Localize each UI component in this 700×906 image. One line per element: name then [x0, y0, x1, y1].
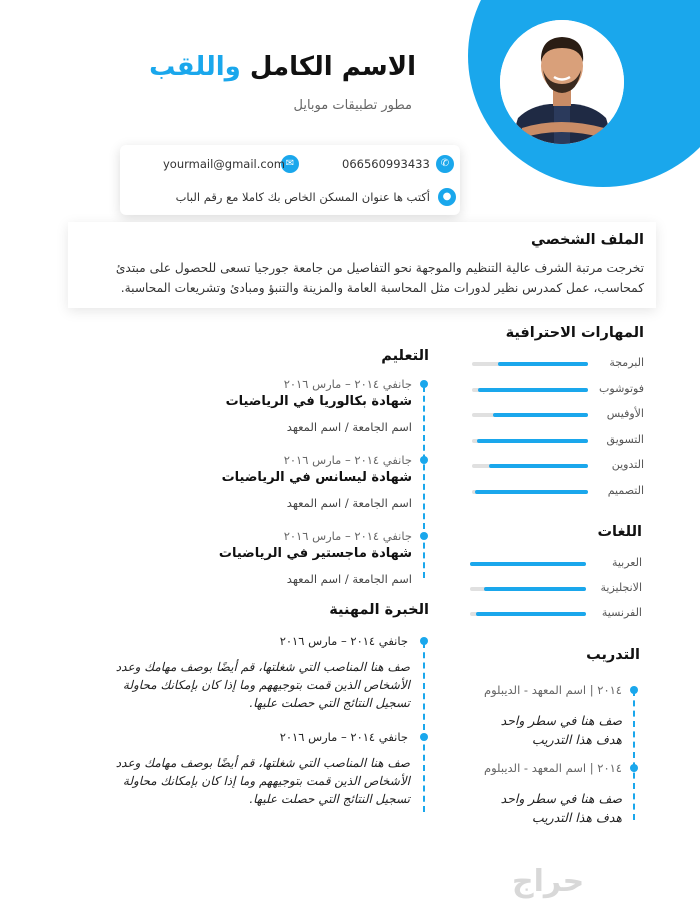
skill-bar-fill — [478, 388, 588, 392]
language-bar-fill — [476, 612, 586, 616]
skills-title: المهارات الاحترافية — [505, 325, 644, 341]
profile-photo — [500, 20, 624, 144]
full-name — [149, 52, 416, 82]
language-bar-fill — [484, 587, 586, 591]
language-label: العربية — [611, 556, 642, 569]
experience-line: تسجيل النتائج التي حصلت عليها. — [249, 696, 410, 710]
experience-date: جانفي ٢٠١٤ – مارس ٢٠١٦ — [279, 730, 408, 744]
experience-line: تسجيل النتائج التي حصلت عليها. — [249, 792, 410, 806]
skill-bar-fill — [489, 464, 588, 468]
skill-label: التسويق — [606, 432, 644, 446]
email-address: yourmail@gmail.com — [163, 157, 285, 171]
training-timeline-line — [633, 690, 635, 820]
language-bar — [470, 587, 586, 591]
experience-line: الأشخاص الذين قمت بتوجيههم وما إذا كان بإمكانك محاولة — [122, 678, 410, 692]
skill-bar — [472, 464, 588, 468]
skill-bar-fill — [475, 490, 588, 494]
education-title: التعليم — [381, 348, 429, 364]
skill-bar-fill — [498, 362, 588, 366]
training-line: هدف هذا التدريب — [531, 810, 622, 825]
timeline-dot — [420, 733, 428, 741]
training-title: التدريب — [586, 647, 640, 663]
skill-bar — [472, 362, 588, 366]
skill-label: البرمجة — [609, 356, 644, 369]
phone-number: 066560993433 — [342, 157, 430, 171]
training-description — [501, 789, 622, 827]
education-timeline-line — [423, 386, 425, 578]
timeline-dot — [420, 456, 428, 464]
timeline-dot — [420, 637, 428, 645]
skill-bar — [472, 413, 588, 417]
languages-title: اللغات — [597, 524, 642, 540]
skill-label: فوتوشوب — [599, 381, 644, 395]
education-date: جانفي ٢٠١٤ – مارس ٢٠١٦ — [283, 529, 412, 543]
timeline-dot — [630, 686, 638, 694]
training-line: صف هنا في سطر واحد — [500, 791, 622, 806]
skill-bar-fill — [493, 413, 588, 417]
training-line: هدف هذا التدريب — [531, 732, 622, 747]
skill-label: التدوين — [611, 458, 644, 471]
experience-title: الخبرة المهنية — [329, 602, 429, 618]
training-description — [501, 711, 622, 749]
skill-bar — [472, 439, 588, 443]
experience-date: جانفي ٢٠١٤ – مارس ٢٠١٦ — [279, 634, 408, 648]
training-date: ٢٠١٤ | اسم المعهد - الديبلوم — [483, 683, 622, 697]
language-bar-fill — [470, 562, 586, 566]
experience-description — [116, 754, 410, 808]
timeline-dot — [630, 764, 638, 772]
skill-bar — [472, 388, 588, 392]
location-pin-icon: ● — [438, 188, 456, 206]
timeline-dot — [420, 532, 428, 540]
phone-icon: ✆ — [436, 155, 454, 173]
timeline-dot — [420, 380, 428, 388]
experience-description — [116, 658, 410, 712]
language-label: الانجليزية — [600, 581, 642, 594]
education-degree: شهادة بكالوريا في الرياضيات — [225, 394, 412, 409]
experience-line: صف هنا المناصب التي شغلتها، قم أيضًا بوصف مهامك وعدد — [115, 756, 410, 770]
training-line: صف هنا في سطر واحد — [500, 713, 622, 728]
profile-section — [68, 222, 656, 308]
name-accent-part: واللقب — [149, 52, 241, 82]
education-degree: شهادة ماجستير في الرياضيات — [218, 546, 412, 561]
language-bar — [470, 612, 586, 616]
email-icon: ✉ — [281, 155, 299, 173]
language-label: الفرنسية — [601, 606, 642, 619]
experience-line: الأشخاص الذين قمت بتوجيههم وما إذا كان بإمكانك محاولة — [122, 774, 410, 788]
job-title: مطور تطبيقات موبايل — [293, 98, 412, 113]
education-degree: شهادة ليسانس في الرياضيات — [221, 470, 412, 485]
education-institution: اسم الجامعة / اسم المعهد — [286, 572, 412, 586]
skill-bar — [472, 490, 588, 494]
skill-bar-fill — [477, 439, 588, 443]
watermark: حراج — [512, 864, 585, 899]
education-date: جانفي ٢٠١٤ – مارس ٢٠١٦ — [283, 377, 412, 391]
language-bar — [470, 562, 586, 566]
training-date: ٢٠١٤ | اسم المعهد - الديبلوم — [483, 761, 622, 775]
experience-timeline-line — [423, 642, 425, 812]
contact-card — [120, 145, 460, 215]
experience-line: صف هنا المناصب التي شغلتها، قم أيضًا بوصف مهامك وعدد — [115, 660, 410, 674]
skill-label: التصميم — [607, 483, 644, 497]
education-date: جانفي ٢٠١٤ – مارس ٢٠١٦ — [283, 453, 412, 467]
education-institution: اسم الجامعة / اسم المعهد — [286, 420, 412, 434]
profile-text: تخرجت مرتبة الشرف عالية التنظيم والموجهة نحو التفاصيل من جامعة جورجيا تسعى للحصول على مبتدئ كمحاسب، عمل كمدرس نظير لدورات مثل المحاسبة العامة والمزينة والتنبؤ ومبادئ وتشريعات المحاسبة. — [115, 261, 644, 295]
name-first-part: الاسم الكامل — [249, 52, 416, 82]
education-institution: اسم الجامعة / اسم المعهد — [286, 496, 412, 510]
skill-label: الأوفيس — [606, 407, 644, 420]
address-text: أكتب ها عنوان المسكن الخاص بك كاملا مع رقم الباب — [175, 190, 430, 204]
profile-title: الملف الشخصي — [531, 232, 644, 248]
